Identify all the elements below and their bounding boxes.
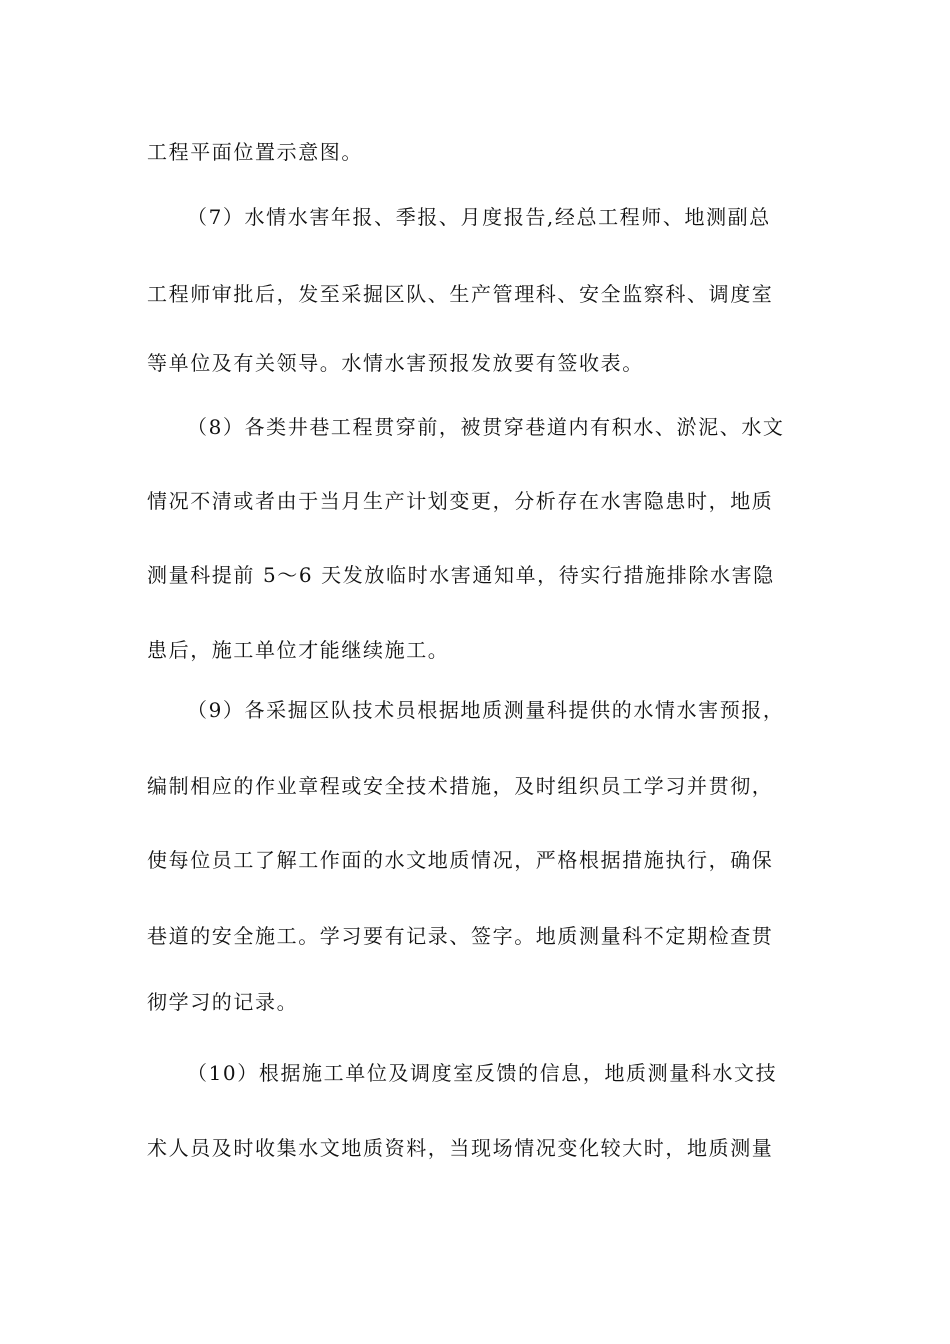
- text-line: 情况不清或者由于当月生产计划变更，分析存在水害隐患时，地质: [147, 489, 774, 513]
- text-line: （7）水情水害年报、季报、月度报告,经总工程师、地测副总: [187, 205, 771, 229]
- text-line: 编制相应的作业章程或安全技术措施，及时组织员工学习并贯彻，: [147, 774, 774, 798]
- text-line: （9）各采掘区队技术员根据地质测量科提供的水情水害预报，: [187, 698, 785, 722]
- text-line: 患后，施工单位才能继续施工。: [147, 638, 450, 662]
- text-line: （10）根据施工单位及调度室反馈的信息，地质测量科水文技: [187, 1061, 778, 1085]
- text-line: 工程平面位置示意图。: [147, 140, 363, 164]
- text-line: 等单位及有关领导。水情水害预报发放要有签收表。: [147, 351, 644, 375]
- text-line: 术人员及时收集水文地质资料，当现场情况变化较大时，地质测量: [147, 1136, 774, 1160]
- text-line: 彻学习的记录。: [147, 990, 299, 1014]
- text-line: 工程师审批后，发至采掘区队、生产管理科、安全监察科、调度室: [147, 282, 774, 306]
- text-line: 使每位员工了解工作面的水文地质情况，严格根据措施执行，确保: [147, 848, 774, 872]
- text-line: 测量科提前 5～6 天发放临时水害通知单，待实行措施排除水害隐: [147, 563, 775, 587]
- text-line: （8）各类井巷工程贯穿前，被贯穿巷道内有积水、淤泥、水文: [187, 415, 785, 439]
- text-line: 巷道的安全施工。学习要有记录、签字。地质测量科不定期检查贯: [147, 924, 774, 948]
